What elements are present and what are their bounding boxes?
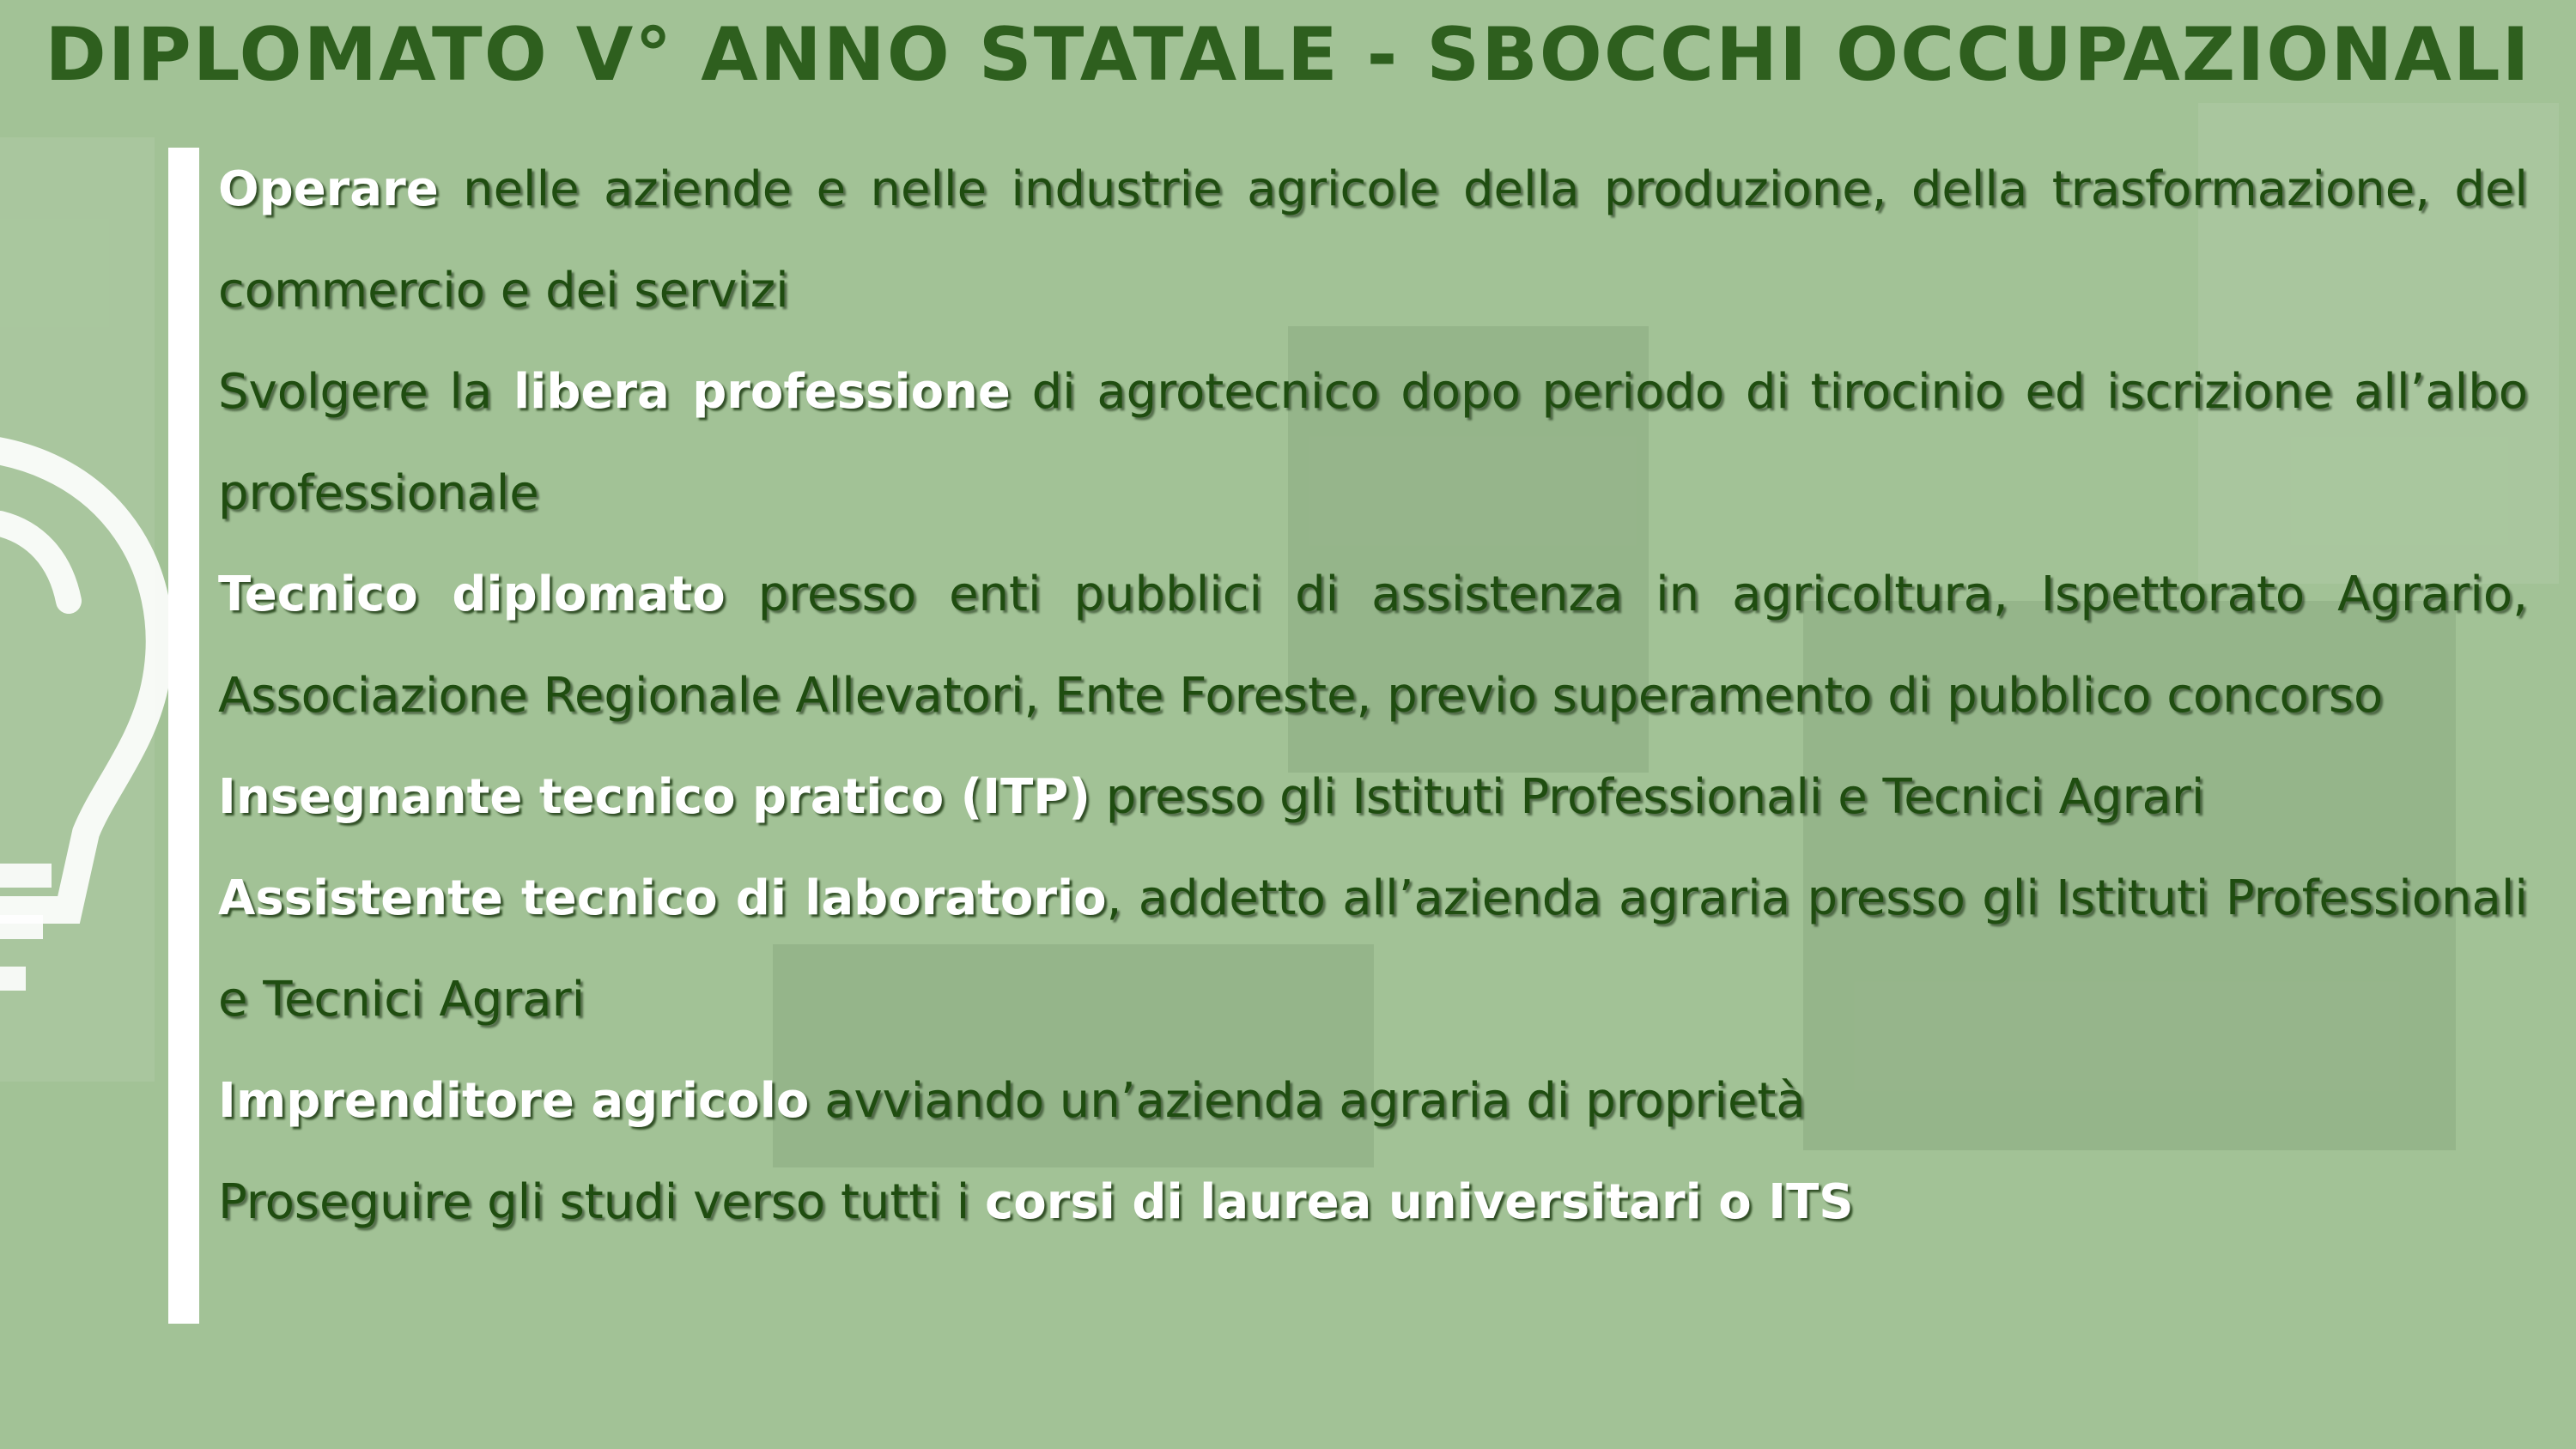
list-item (218, 1051, 2528, 1152)
item-text: , addetto all’azienda agraria presso gli Istituti Professionali e Tecnici Agrari (218, 870, 2528, 1028)
item-text: avviando un’azienda agraria di proprietà (809, 1073, 1806, 1129)
list-item (218, 342, 2528, 544)
item-text: presso enti pubblici di assistenza in agricoltura, Ispettorato Agrario, Associazione Regionale Allevatori, Ente Foreste, previo superamento di pubblico concorso (218, 567, 2528, 724)
item-highlight: Imprenditore agricolo (218, 1073, 810, 1129)
accent-bar (168, 148, 199, 1324)
list-item (218, 747, 2528, 848)
item-highlight: Assistente tecnico di laboratorio (218, 870, 1107, 926)
item-text: nelle aziende e nelle industrie agricole della produzione, della trasformazione, del commercio e dei servizi (218, 161, 2528, 318)
item-highlight: libera professione (513, 364, 1011, 420)
item-text: di agrotecnico dopo periodo di tirocinio ed iscrizione all’albo professionale (218, 364, 2529, 521)
job-opportunities-list (218, 139, 2528, 1253)
item-text: Svolgere la (218, 364, 513, 420)
item-text: presso gli Istituti Professionali e Tecnici Agrari (1090, 769, 2205, 825)
list-item (218, 139, 2528, 342)
list-item (218, 544, 2528, 747)
item-highlight: Insegnante tecnico pratico (ITP) (218, 769, 1091, 825)
list-item (218, 1152, 2528, 1253)
item-highlight: corsi di laurea universitari o ITS (985, 1174, 1854, 1230)
item-highlight: Tecnico diplomato (218, 567, 726, 622)
list-item (218, 848, 2528, 1051)
page-title: DIPLOMATO V° ANNO STATALE - SBOCCHI OCCUPAZIONALI (45, 12, 2531, 98)
item-text: Proseguire gli studi verso tutti i (218, 1174, 986, 1230)
lightbulb-icon (0, 429, 189, 1030)
item-highlight: Operare (218, 161, 439, 217)
